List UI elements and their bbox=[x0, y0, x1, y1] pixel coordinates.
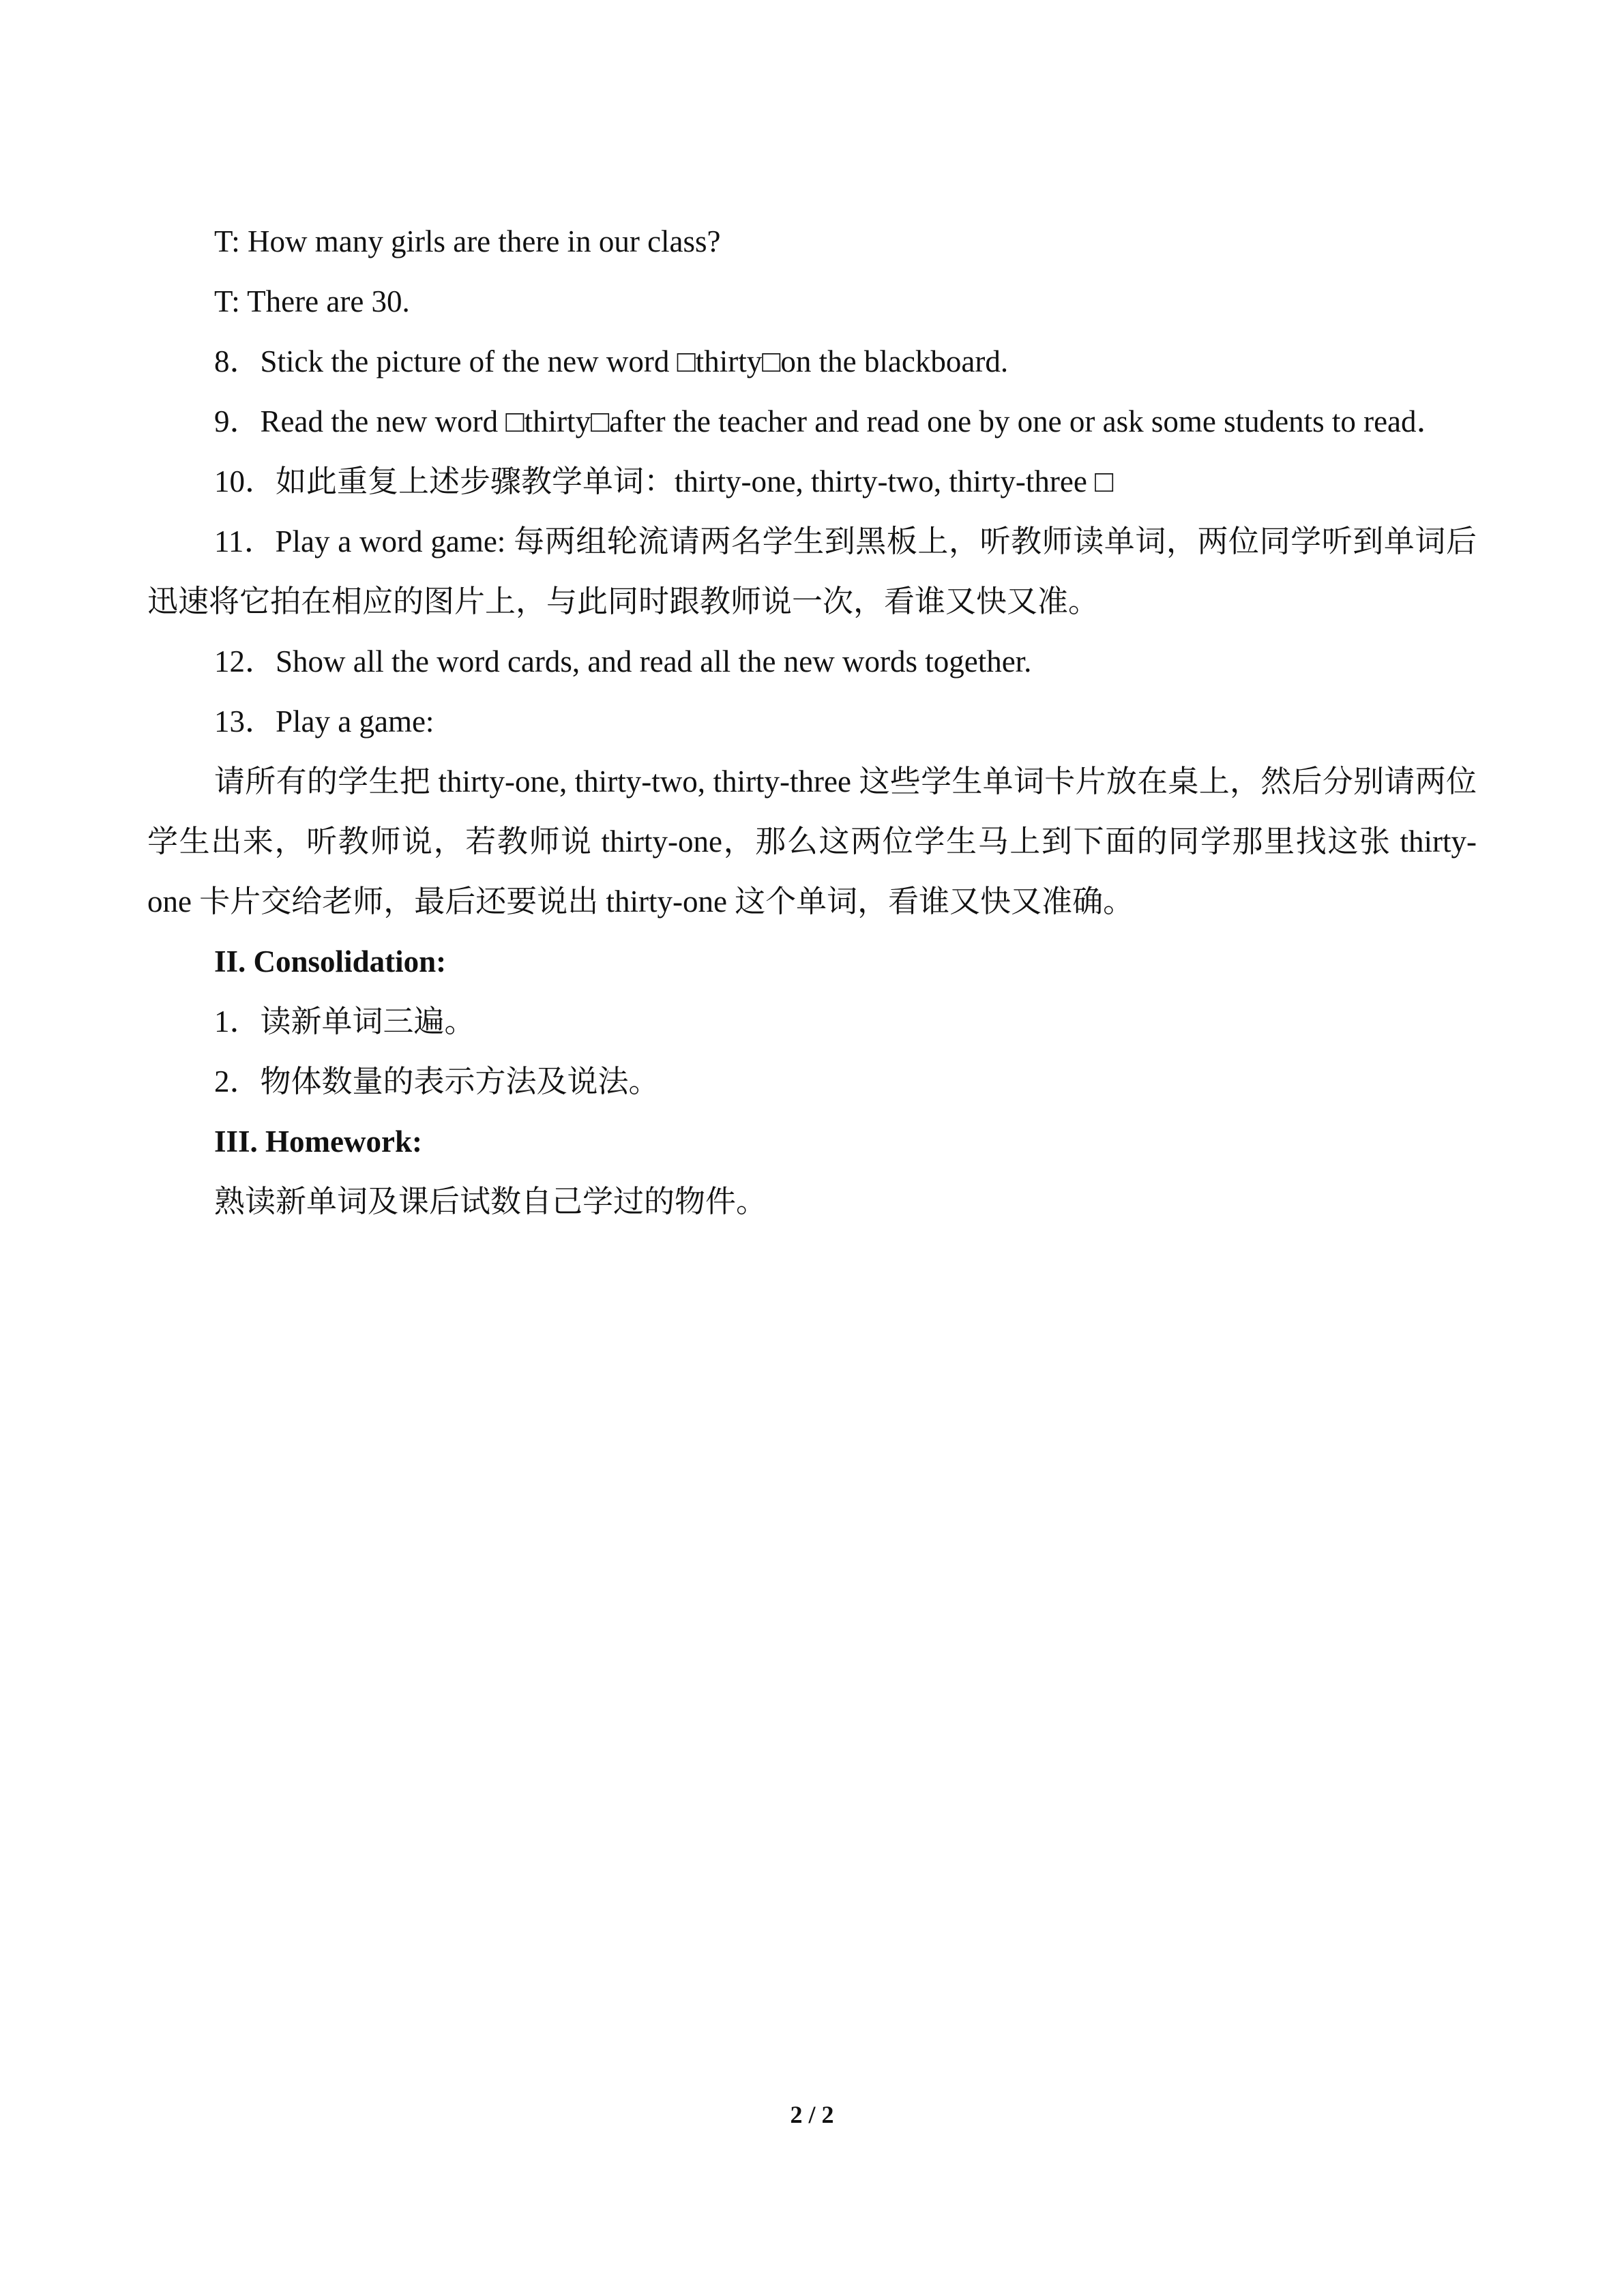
step-12: 12．Show all the word cards, and read all the new words together. bbox=[214, 644, 1032, 679]
game-instructions: 请所有的学生把 thirty-one, thirty-two, thirty-three 这些学生单词卡片放在桌上，然后分别请两位学生出来，听教师说，若教师说 thirty-one，那么这两位学生马上到下面的同学那里找这张 thirty-one 卡片交给老师，最后还要说出 thirty-one 这个单词，看谁又快又准确。 bbox=[147, 764, 1477, 919]
homework-text: 熟读新单词及课后试数自己学过的物件。 bbox=[214, 1184, 767, 1219]
section-heading-consolidation: II. Consolidation: bbox=[214, 944, 447, 979]
step-10: 10．如此重复上述步骤教学单词：thirty-one, thirty-two, thirty-three □ bbox=[214, 464, 1114, 498]
section-heading-homework: III. Homework: bbox=[214, 1124, 422, 1159]
consolidation-item-1: 1．读新单词三遍。 bbox=[214, 1004, 475, 1039]
step-8: 8．Stick the picture of the new word □thirty□on the blackboard. bbox=[214, 344, 1009, 378]
consolidation-item-2: 2．物体数量的表示方法及说法。 bbox=[214, 1064, 660, 1099]
page-number: 2 / 2 bbox=[790, 2101, 834, 2128]
step-13: 13．Play a game: bbox=[214, 704, 434, 739]
document-body bbox=[147, 211, 1477, 1232]
dialogue-line-answer: T: There are 30. bbox=[214, 284, 410, 318]
step-11: 11．Play a word game: 每两组轮流请两名学生到黑板上，听教师读单词，两位同学听到单词后迅速将它拍在相应的图片上，与此同时跟教师说一次，看谁又快又准。 bbox=[147, 524, 1477, 618]
dialogue-line-question: T: How many girls are there in our class? bbox=[214, 224, 721, 258]
step-9: 9．Read the new word □thirty□after the teacher and read one by one or ask some students to read． bbox=[214, 404, 1447, 438]
